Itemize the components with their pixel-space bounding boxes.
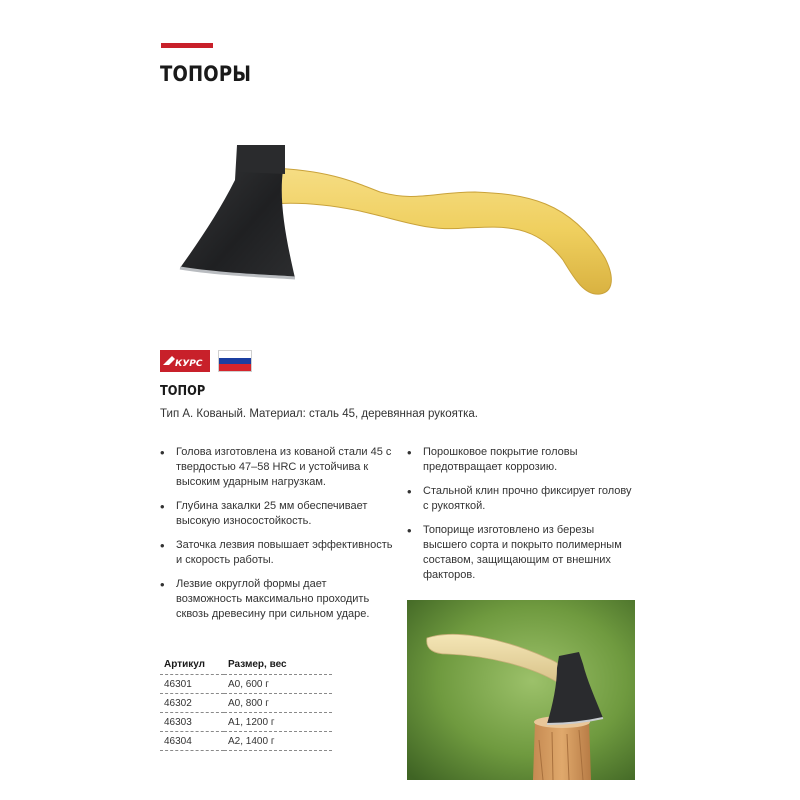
- article-cell: 46302: [160, 694, 224, 713]
- article-cell: 46303: [160, 713, 224, 732]
- page-title: ТОПОРЫ: [160, 62, 252, 86]
- feature-item: • Топорище изготовлено из березы высшего сорта и покрыто полимерным составом, защищающим от внешних факторов.: [407, 523, 632, 583]
- feature-item: • Голова изготовлена из кованой стали 45 с твердостью 47–58 HRC и устойчива к высоким ударным нагрузкам.: [160, 445, 395, 490]
- table-row: [160, 694, 332, 713]
- feature-item: • Лезвие округлой формы дает возможность максимально проходить сквозь древесину при сильном ударе.: [160, 577, 395, 622]
- feature-item: • Заточка лезвия повышает эффективность и скорость работы.: [160, 538, 395, 568]
- feature-item: • Стальной клин прочно фиксирует голову с рукояткой.: [407, 484, 632, 514]
- features-list-left: [160, 445, 395, 631]
- column-header-size: Размер, вес: [224, 654, 332, 675]
- feature-item: • Глубина закалки 25 мм обеспечивает высокую износостойкость.: [160, 499, 395, 529]
- product-name: ТОПОР: [160, 384, 206, 399]
- table-header-row: [160, 654, 332, 675]
- product-description: Тип А. Кованый. Материал: сталь 45, деревянная рукоятка.: [160, 408, 478, 420]
- size-cell: А1, 1200 г: [224, 713, 332, 732]
- specs-table: [160, 654, 332, 751]
- table-row: [160, 732, 332, 751]
- column-header-article: Артикул: [160, 654, 224, 675]
- article-cell: 46301: [160, 675, 224, 694]
- table-row: [160, 675, 332, 694]
- brand-logo-text: КУРС: [175, 359, 203, 369]
- size-cell: А0, 600 г: [224, 675, 332, 694]
- table-row: [160, 713, 332, 732]
- accent-bar: [161, 43, 213, 48]
- feature-item: • Порошковое покрытие головы предотвращает коррозию.: [407, 445, 632, 475]
- article-cell: 46304: [160, 732, 224, 751]
- brand-logo: [160, 350, 210, 372]
- features-list-right: [407, 445, 632, 592]
- size-cell: А0, 800 г: [224, 694, 332, 713]
- product-photo: [407, 600, 635, 780]
- axe-icon: [175, 140, 625, 315]
- russia-flag-icon: [218, 350, 252, 372]
- size-cell: А2, 1400 г: [224, 732, 332, 751]
